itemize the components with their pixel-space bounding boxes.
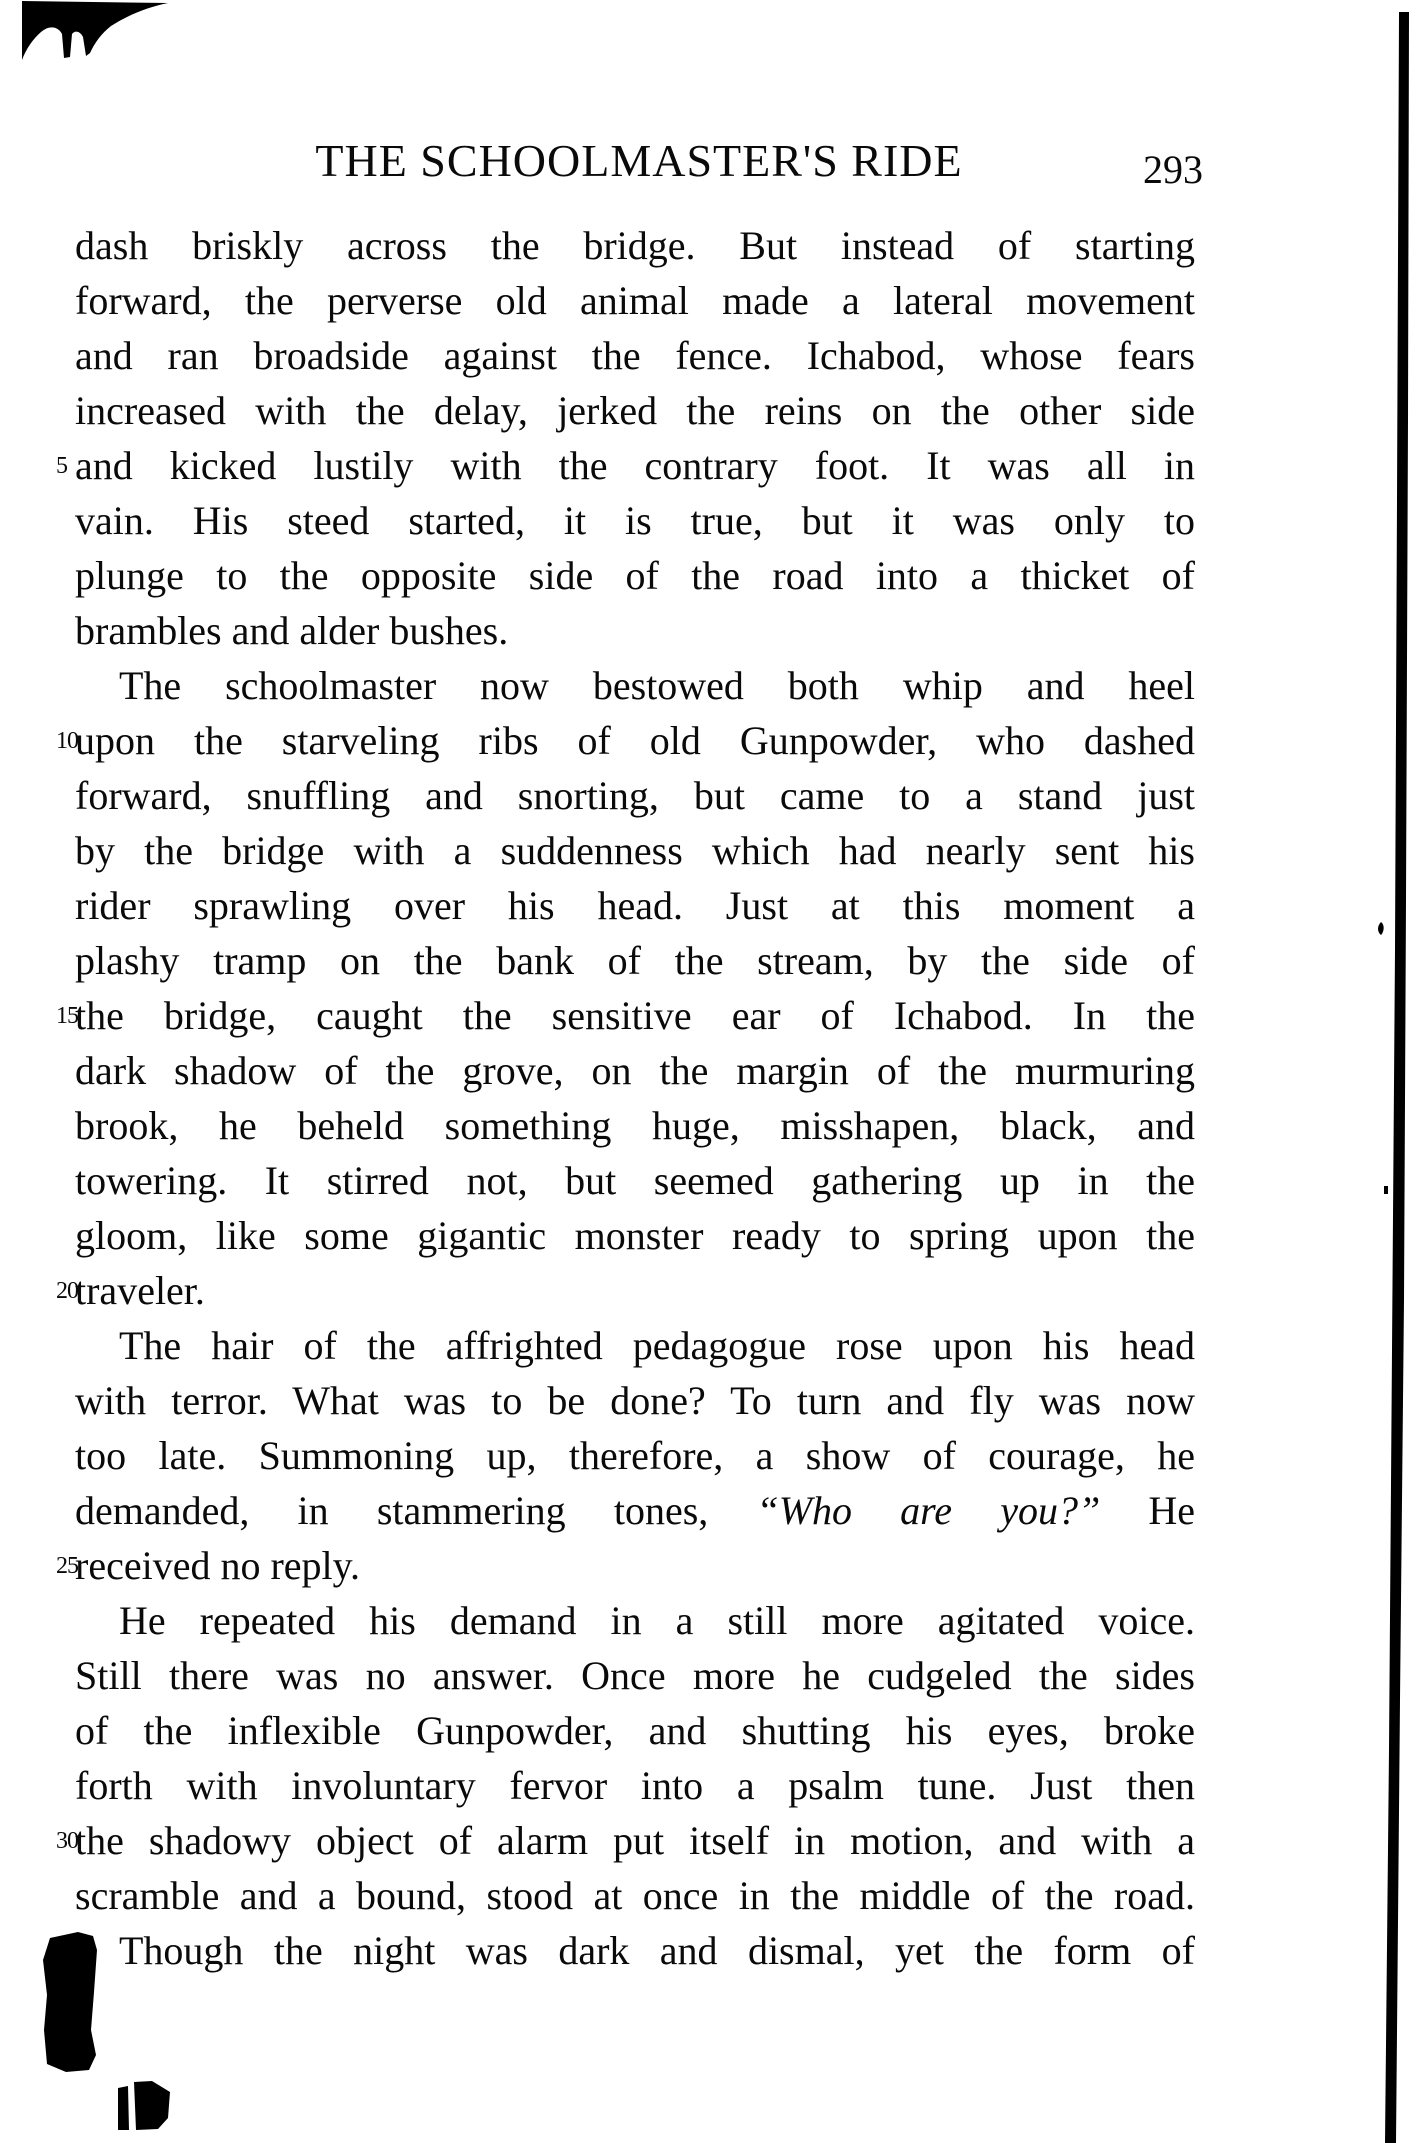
text-run: increased with the delay, jerked the reins on the other side — [75, 388, 1195, 433]
text-run: forth with involuntary fervor into a psalm tune. Just then — [75, 1763, 1195, 1808]
text-line — [56, 1538, 1195, 1593]
text-run: of the inflexible Gunpowder, and shutting his eyes, broke — [75, 1708, 1195, 1753]
text-run: Though the night was dark and dismal, yet the form of — [119, 1928, 1195, 1973]
text-line — [75, 1373, 1195, 1428]
text-line — [56, 713, 1195, 768]
text-line — [75, 1098, 1195, 1153]
text-line — [75, 1153, 1195, 1208]
text-run: dash briskly across the bridge. But instead of starting — [75, 223, 1195, 268]
text-run: He — [1100, 1488, 1196, 1533]
text-line — [75, 1483, 1195, 1538]
italic-text-run: “Who are you?” — [756, 1488, 1101, 1533]
text-run: received no reply. — [75, 1543, 361, 1588]
text-run: vain. His steed started, it is true, but it was only to — [75, 498, 1195, 543]
text-run: the bridge, caught the sensitive ear of Ichabod. In the — [75, 993, 1195, 1038]
text-line — [75, 548, 1195, 603]
text-run: rider sprawling over his head. Just at this moment a — [75, 883, 1195, 928]
text-run: demanded, in stammering tones, — [75, 1488, 757, 1533]
ink-blot-small — [134, 2081, 170, 2130]
text-line — [75, 658, 1195, 713]
text-line — [75, 218, 1195, 273]
margin-line-number: 5 — [56, 453, 67, 479]
text-line — [75, 823, 1195, 878]
text-run: forward, snuffling and snorting, but came to a stand just — [75, 773, 1195, 818]
running-head-title: THE SCHOOLMASTER'S RIDE — [315, 135, 963, 186]
text-line — [56, 1263, 1195, 1318]
text-run: plashy tramp on the bank of the stream, by the side of — [75, 938, 1195, 983]
text-line — [75, 1043, 1195, 1098]
text-run: plunge to the opposite side of the road into a thicket of — [75, 553, 1195, 598]
text-run: brook, he beheld something huge, misshapen, black, and — [75, 1103, 1195, 1148]
text-run: dark shadow of the grove, on the margin of the murmuring — [75, 1048, 1195, 1093]
text-run: by the bridge with a suddenness which had nearly sent his — [75, 828, 1195, 873]
text-line — [75, 1208, 1195, 1263]
right-edge-speck — [1378, 922, 1384, 935]
text-line — [75, 493, 1195, 548]
corner-ink-artifact — [22, 1, 168, 60]
text-line — [56, 1813, 1195, 1868]
text-run: The schoolmaster now bestowed both whip and heel — [119, 663, 1195, 708]
text-run: towering. It stirred not, but seemed gathering up in the — [75, 1158, 1195, 1203]
text-run: upon the starveling ribs of old Gunpowder, who dashed — [75, 718, 1195, 763]
text-line — [75, 383, 1195, 438]
text-block — [56, 218, 1196, 1978]
ink-blot-small — [118, 2086, 129, 2130]
margin-line-number: 20 — [56, 1278, 78, 1304]
text-run: traveler. — [75, 1268, 205, 1313]
text-run: the shadowy object of alarm put itself in motion, and with a — [75, 1818, 1195, 1863]
margin-line-number: 15 — [56, 1003, 78, 1029]
text-run: He repeated his demand in a still more agitated voice. — [119, 1598, 1195, 1643]
text-run: Still there was no answer. Once more he cudgeled the sides — [75, 1653, 1195, 1698]
text-run: and ran broadside against the fence. Ichabod, whose fears — [75, 333, 1195, 378]
text-line — [75, 603, 1195, 658]
margin-line-number: 30 — [56, 1828, 78, 1854]
text-line — [75, 1318, 1195, 1373]
text-line — [75, 933, 1195, 988]
text-line — [56, 988, 1195, 1043]
text-line — [75, 1758, 1195, 1813]
text-line — [75, 1923, 1195, 1978]
text-run: with terror. What was to be done? To turn and fly was now — [75, 1378, 1195, 1423]
page-header — [75, 135, 1203, 192]
margin-line-number: 25 — [56, 1553, 78, 1579]
text-run: and kicked lustily with the contrary foot. It was all in — [75, 443, 1195, 488]
right-edge-scan-band — [1385, 12, 1409, 2143]
text-line — [75, 328, 1195, 383]
text-line — [75, 1428, 1195, 1483]
text-line — [56, 438, 1195, 493]
text-line — [75, 1868, 1195, 1923]
text-run: forward, the perverse old animal made a lateral movement — [75, 278, 1195, 323]
text-run: brambles and alder bushes. — [75, 608, 509, 653]
text-line — [75, 1648, 1195, 1703]
text-line — [75, 273, 1195, 328]
right-edge-speck — [1384, 1186, 1388, 1194]
text-run: too late. Summoning up, therefore, a show of courage, he — [75, 1433, 1195, 1478]
text-line — [75, 878, 1195, 933]
text-run: gloom, like some gigantic monster ready to spring upon the — [75, 1213, 1195, 1258]
text-run: scramble and a bound, stood at once in the middle of the road. — [75, 1873, 1195, 1918]
page-number: 293 — [1143, 147, 1203, 192]
text-run: The hair of the affrighted pedagogue rose upon his head — [119, 1323, 1195, 1368]
text-line — [75, 768, 1195, 823]
text-line — [75, 1593, 1195, 1648]
margin-line-number: 10 — [56, 728, 78, 754]
text-line — [75, 1703, 1195, 1758]
